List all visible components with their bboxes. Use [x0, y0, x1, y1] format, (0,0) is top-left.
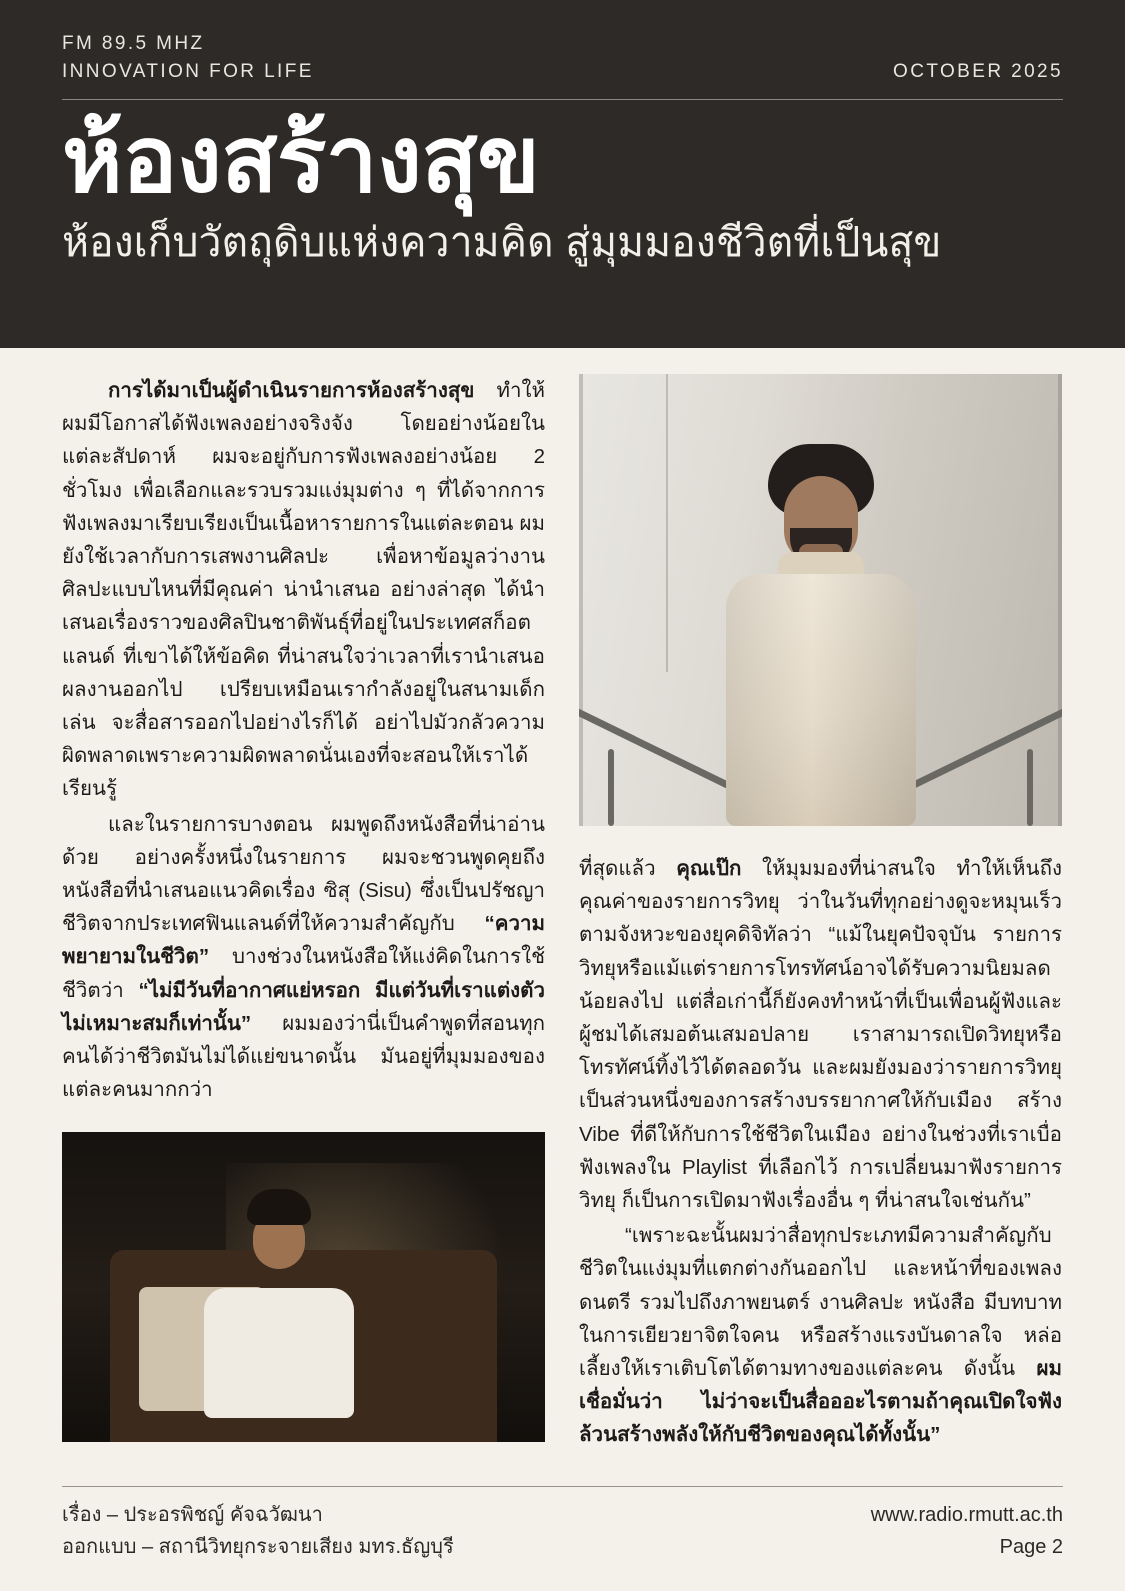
portrait-photo [579, 374, 1062, 826]
credits [62, 1499, 454, 1563]
interviewee-name: คุณเป๊ก [676, 857, 742, 880]
credit-designer: ออกแบบ – สถานีวิทยุกระจายเสียง มทร.ธัญบุรี [62, 1536, 454, 1558]
paragraph-three [579, 852, 1062, 1217]
website-url[interactable]: www.radio.rmutt.ac.th [870, 1504, 1063, 1526]
page-subtitle: ห้องเก็บวัตถุดิบแห่งความคิด สู่มุมมองชีวิตที่เป็นสุข [62, 218, 942, 265]
right-column [579, 374, 1062, 1503]
footer-meta [871, 1499, 1063, 1563]
interview-photo-subject-hair [247, 1189, 311, 1225]
quote-bad-weather: “ไม่มีวันที่อากาศแย่หรอก มีแต่วันที่เราแต่งตัว ไม่เหมาะสมก็เท่านั้น” [62, 978, 545, 1035]
quote-sisu-effort: “ความพยายามในชีวิต” [62, 912, 545, 969]
page-number: Page 2 [999, 1536, 1063, 1558]
portrait-photo-wall-edge-left [579, 374, 583, 826]
interview-photo-subject-body [204, 1288, 354, 1418]
header-divider [62, 99, 1063, 100]
station-frequency: FM 89.5 MHZ [62, 33, 205, 54]
footer-row [62, 1499, 1063, 1563]
page-header [0, 0, 1125, 348]
interview-photo [62, 1132, 545, 1442]
paragraph-two-part-d: ผมมองว่านี่เป็นคำพูดที่สอนทุกคนได้ว่าชีวิตมันไม่ได้แย่ขนาดนั้น มันอยู่ที่มุมมองของแต่ละคนมากกว่า [62, 1011, 545, 1102]
paragraph-three-part-c: ให้มุมมองที่น่าสนใจ ทำให้เห็นถึงคุณค่าของรายการวิทยุ ว่าในวันที่ทุกอย่างดูจะหมุนเร็ว ตามจังหวะของยุคดิจิทัลว่า “แม้ในยุคปัจจุบัน รายการวิทยุหรือแม้แต่รายการโทรทัศน์อาจได้รับความนิยมลดน้อยลงไป แต่สื่อเก่านี้ก็ยังคงทำหน้าที่เป็นเพื่อนผู้ฟังและผู้ชมได้เสมอต้นเสมอปลาย เราสามารถเปิดวิทยุหรือโทรทัศน์ทิ้งไว้ได้ตลอดวัน และผมยังมองว่ารายการวิทยุเป็นส่วนหนึ่งของการสร้างบรรยากาศให้กับเมือง สร้าง Vibe ที่ดีให้กับการใช้ชีวิตในเมือง อย่างในช่วงที่เราเบื่อฟังเพลงใน Playlist ที่เลือกไว้ การเปลี่ยนมาฟังรายการวิทยุ ก็เป็นการเปิดมาฟังเรื่องอื่น ๆ ที่น่าสนใจเช่นกัน” [579, 857, 1062, 1213]
station-tagline: INNOVATION FOR LIFE [62, 60, 314, 82]
paragraph-four [579, 1219, 1062, 1451]
credit-writer: เรื่อง – ประอรพิชญ์ คัจฉวัฒนา [62, 1504, 323, 1526]
paragraph-one-lead: การได้มาเป็นผู้ดำเนินรายการห้องสร้างสุข [108, 379, 475, 402]
article-body [0, 348, 1125, 1503]
page-footer [62, 1486, 1063, 1563]
paragraph-three-part-a: ที่สุดแล้ว [579, 857, 677, 880]
portrait-photo-rail-post-right [1027, 749, 1033, 826]
page-title: ห้องสร้างสุข [62, 109, 540, 212]
paragraph-two-part-a: และในรายการบางตอน ผมพูดถึงหนังสือที่น่าอ่านด้วย อย่างครั้งหนึ่งในรายการ ผมจะชวนพูดคุยถึงหนังสือที่นำเสนอแนวคิดเรื่อง ซิสุ (Sisu) ซึ่งเป็นปรัชญาชีวิตจากประเทศฟินแลนด์ที่ให้ความสำคัญกับ [62, 812, 545, 936]
portrait-photo-subject-shading [726, 574, 916, 826]
issue-date: OCTOBER 2025 [893, 61, 1063, 83]
header-top-row [62, 30, 1063, 85]
paragraph-two-part-c: บางช่วงในหนังสือให้แง่คิดในการใช้ชีวิตว่า [62, 945, 545, 1002]
left-column [62, 374, 545, 1503]
footer-divider [62, 1486, 1063, 1487]
paragraph-one-rest: ทำให้ผมมีโอกาสได้ฟังเพลงอย่างจริงจัง โดยอย่างน้อยในแต่ละสัปดาห์ ผมจะอยู่กับการฟังเพลงอย่างน้อย 2 ชั่วโมง เพื่อเลือกและรวบรวมแง่มุมต่าง ๆ ที่ได้จากการฟังเพลงมาเรียบเรียงเป็นเนื้อหารายการในแต่ละตอน ผมยังใช้เวลากับการเสพงานศิลปะ เพื่อหาข้อมูลว่างานศิลปะแบบไหนที่มีคุณค่า น่านำเสนอ อย่างล่าสุด ได้นำเสนอเรื่องราวของศิลปินชาติพันธุ์ที่อยู่ในประเทศสก็อตแลนด์ ที่เขาได้ให้ข้อคิด ที่น่าสนใจว่าเวลาที่เรานำเสนอผลงานออกไป เปรียบเหมือนเรากำลังอยู่ในสนามเด็กเล่น จะสื่อสารออกไปอย่างไรก็ได้ อย่าไปมัวกลัวความผิดพลาดเพราะความผิดพลาดนั่นเองที่จะสอนให้เราได้เรียนรู้ [62, 379, 545, 801]
closing-quote: ผมเชื่อมั่นว่า ไม่ว่าจะเป็นสื่อออะไรตามถ้าคุณเปิดใจฟัง ล้วนสร้างพลังให้กับชีวิตของคุณได้ทั้งนั้น” [579, 1357, 1062, 1447]
portrait-photo-rail-post-left [608, 749, 614, 826]
portrait-photo-wall-seam [666, 374, 668, 672]
paragraph-one [62, 374, 545, 806]
portrait-photo-wall-edge-right [1058, 374, 1062, 826]
paragraph-four-part-a: “เพราะฉะนั้นผมว่าสื่อทุกประเภทมีความสำคัญกับชีวิตในแง่มุมที่แตกต่างกันออกไป และหน้าที่ของเพลง ดนตรี รวมไปถึงภาพยนตร์ งานศิลปะ หนังสือ มีบทบาทในการเยียวยาจิตใจคน หรือสร้างแรงบันดาลใจ หล่อเลี้ยงให้เราเติบโตได้ตามทางของแต่ละคน ดังนั้น [579, 1224, 1062, 1381]
station-identity [62, 30, 314, 85]
paragraph-two [62, 808, 545, 1107]
